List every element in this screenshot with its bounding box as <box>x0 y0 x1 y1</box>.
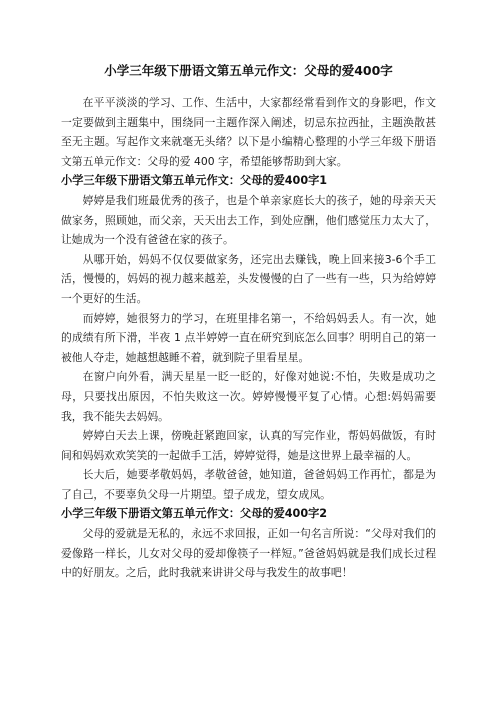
section-paragraph: 而婷婷，她很努力的学习，在班里排名第一，不给妈妈丢人。有一次，她的成绩有所下滑，半夜 1 点半婷婷一直在研究到底怎么回事？明明自己的第一被他人夺走，她越想越睡不着，就到院子里看星星。 <box>61 311 436 364</box>
section-heading: 小学三年级下册语文第五单元作文：父母的爱400字1 <box>61 174 328 188</box>
section-paragraph: 从哪开始，妈妈不仅仅要做家务，还完出去赚钱，晚上回来接3-6个手工活，慢慢的，妈妈的视力越来越差，头发慢慢的白了一些有一些，只为给婷婷一个更好的生活。 <box>61 252 436 305</box>
intro-paragraph: 在平平淡淡的学习、工作、生活中，大家都经常看到作文的身影吧，作文一定要做到主题集中，围绕同一主题作深入阐述，切忌东拉西扯，主题涣散甚至无主题。写起作文来就毫无头绪？以下是小编精心整理的小学三年级下册语文第五单元作文：父母的爱 400 字，希望能够帮助到大家。 <box>61 96 436 168</box>
section-paragraph: 父母的爱就是无私的，永远不求回报，正如一句名言所说：“父母对我们的爱像路一样长，儿女对父母的爱却像筷子一样短。”爸爸妈妈就是我们成长过程中的好朋友。之后，此时我就来讲讲父母与我发生的故事吧！ <box>61 527 436 580</box>
section-paragraph: 婷婷白天去上课，傍晚赶紧跑回家，认真的写完作业，帮妈妈做饭，有时间和妈妈欢欢笑笑的一起做手工活，婷婷觉得，她是这世界上最幸福的人。 <box>61 429 436 462</box>
section-2 <box>61 504 436 582</box>
document-title: 小学三年级下册语文第五单元作文：父母的爱400字 <box>104 63 393 78</box>
section-paragraph: 长大后，她要孝敬妈妈，孝敬爸爸，她知道，爸爸妈妈工作再忙，都是为了自己，不要辜负父母一片期望。望子成龙，望女成凤。 <box>61 468 436 501</box>
section-heading: 小学三年级下册语文第五单元作文：父母的爱400字2 <box>61 507 328 521</box>
section-paragraph: 在窗户向外看，满天星星一眨一眨的，好像对她说:不怕，失败是成功之母，只要找出原因，不怕失败这一次。婷婷慢慢平复了心情。心想:妈妈需要我，我不能失去妈妈。 <box>61 370 436 423</box>
section-paragraph: 婷婷是我们班最优秀的孩子，也是个单亲家庭长大的孩子，她的母亲天天做家务，照顾她，而父亲，天天出去工作，到处应酬，他们感觉压力太大了，让她成为一个没有爸爸在家的孩子。 <box>61 193 436 247</box>
section-1 <box>61 171 436 504</box>
